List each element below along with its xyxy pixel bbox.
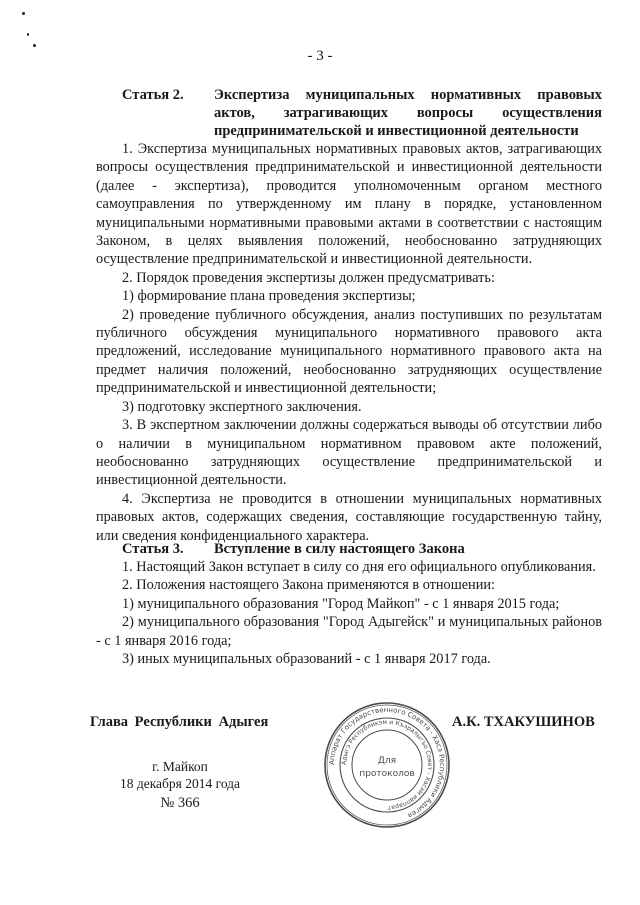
article-3-paragraph: 1. Настоящий Закон вступает в силу со дня его официального опубликования. [122,559,596,575]
law-number: № 366 [160,795,200,811]
stamp-center-line-1: Для [377,756,397,766]
article-3-paragraph: 2. Положения настоящего Закона применяются в отношении: [122,577,495,594]
page-number: - 3 - [307,48,333,64]
article-2-paragraph: 1) формирование плана проведения экспертизы; [122,288,416,305]
article-2-paragraph: 4. Экспертиза не проводится в отношении муниципальных нормативных правовых актов, содержащих сведения, составляющие государственную тайну, или сведения конфиденциального характера. [96,490,602,544]
official-stamp-icon [322,700,452,830]
article-2-paragraph: 3. В экспертном заключении должны содержаться выводы об отсутствии либо о наличии в муниципальном нормативном правовом акте положений, необоснованно затрудняющих осуществление предпринимательской и инвестиционной деятельности. [96,417,602,489]
article-3-title: Вступление в силу настоящего Закона [214,541,465,557]
city: г. Майкоп [152,759,208,774]
place-date-block [110,758,250,812]
article-2-paragraph: 1. Экспертиза муниципальных нормативных правовых актов, затрагивающих вопросы осуществления предпринимательской и инвестиционной деятельности (далее - экспертиза), проводится уполномоченным органом местного самоуправления по утвержденному им плану в порядке, установленном муниципальными нормативными правовыми актами в соответствии с настоящим Законом, в целях выявления положений, необоснованно затрудняющих осуществление предпринимательской и инвестиционной деятельности. [96,141,602,268]
article-2-paragraph: 2) проведение публичного обсуждения, анализ поступивших по результатам публичного обсуждения муниципального нормативного правового акта предложений, исследование муниципального нормативного правового акта на предмет наличия положений, необоснованно затрудняющих осуществление предпринимательской и инвестиционной деятельности; [96,306,602,397]
article-2-title: Экспертиза муниципальных нормативных правовых актов, затрагивающих вопросы осуществления предпринимательской и инвестиционной деятельности [214,87,602,139]
stamp-center-line-2: протоколов [359,769,415,779]
scan-speck [22,12,25,15]
scan-speck [27,33,29,36]
article-3-paragraph: 3) иных муниципальных образований - с 1 января 2017 года. [122,651,491,668]
article-3-heading [122,540,602,560]
signatory-position: Глава Республики Адыгея [90,714,269,730]
scan-speck [33,44,36,47]
stamp-outer-text: Аппарат Государственного Совета - Хасэ Республики Адыгея [327,705,447,820]
article-3-paragraph: 1) муниципального образования "Город Майкоп" - с 1 января 2015 года; [122,595,560,612]
article-2-label: Статья 2. [122,87,184,103]
date: 18 декабря 2014 года [119,776,241,791]
article-3-paragraph: 2) муниципального образования "Город Адыгейск" и муниципальных районов - с 1 января 2016 года; [96,614,602,649]
signatory-name: А.К. ТХАКУШИНОВ [452,714,595,730]
article-3-label: Статья 3. [122,541,184,557]
article-2-paragraph: 3) подготовку экспертного заключения. [122,398,362,415]
article-2-paragraph: 2. Порядок проведения экспертизы должен предусматривать: [122,269,495,286]
article-3-body [96,558,602,668]
article-2-heading [122,86,602,140]
stamp-inner-text: Адыгэ Республикэм и Къэралыгъо Совет - Хасэм иаппарат [340,718,434,812]
article-2-body [96,140,602,545]
